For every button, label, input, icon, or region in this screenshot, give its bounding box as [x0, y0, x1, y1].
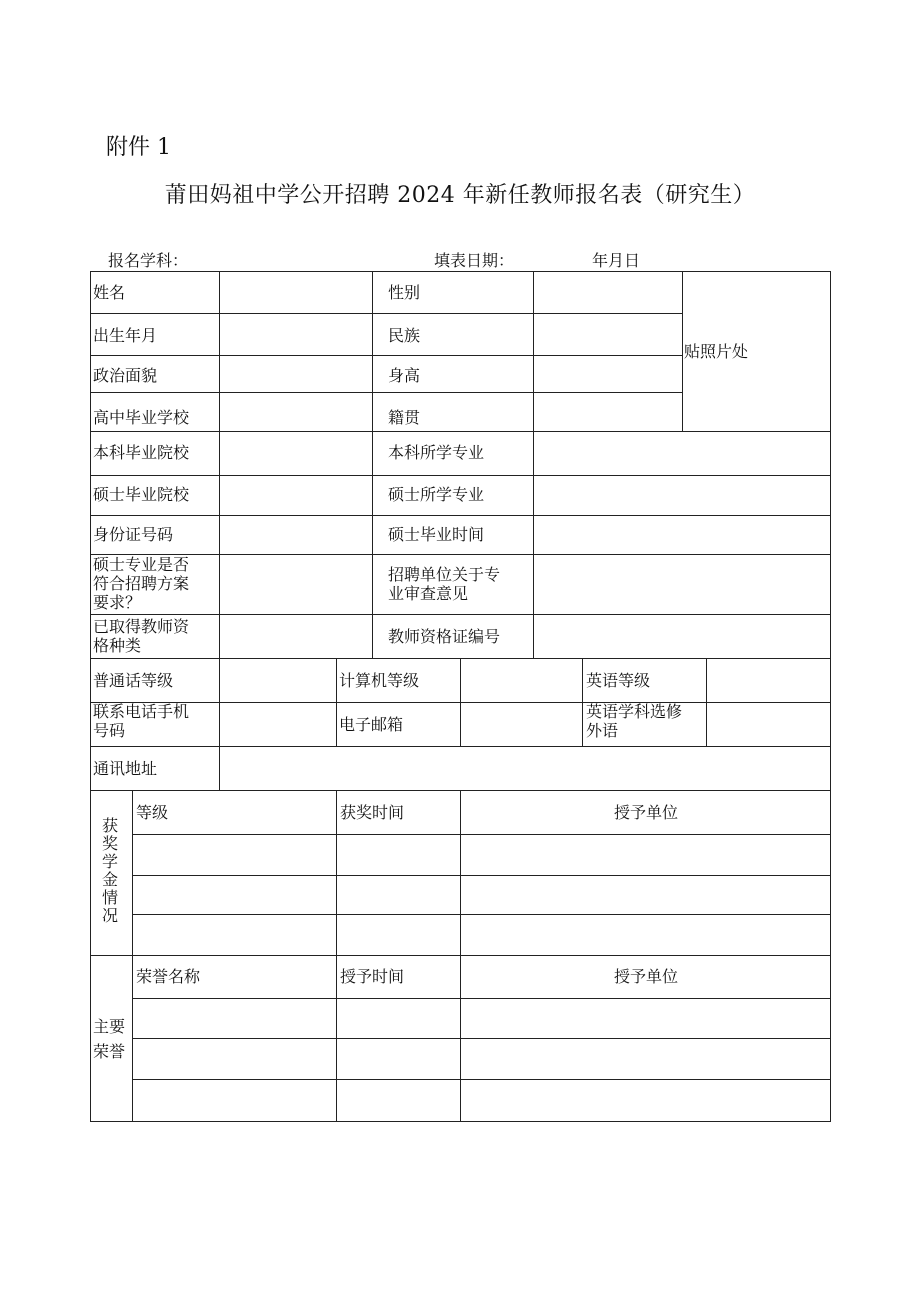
form-title: 莆田妈祖中学公开招聘 2024 年新任教师报名表（研究生） — [164, 183, 756, 208]
honors-section-label-line1: 主要 — [93, 1017, 126, 1036]
height-label: 身高 — [388, 366, 421, 385]
english-elective-label-line2: 外语 — [586, 721, 619, 740]
english-elective-label-line1: 英语学科选修 — [586, 702, 683, 721]
row-rule — [90, 355, 683, 356]
row-rule — [90, 614, 831, 615]
awards-unit-header: 授予单位 — [613, 803, 678, 822]
cert-type-label-line1: 已取得教师资 — [93, 617, 190, 636]
phone-label-line2: 号码 — [93, 721, 126, 740]
high-school-label: 高中毕业学校 — [93, 408, 190, 427]
col-rule — [460, 790, 461, 1122]
master-major-label: 硕士所学专业 — [388, 485, 485, 504]
row-rule — [90, 554, 831, 555]
cert-type-label-line2: 格种类 — [93, 636, 142, 655]
row-rule — [132, 914, 831, 915]
email-label: 电子邮箱 — [339, 715, 404, 734]
political-status-label: 政治面貌 — [93, 366, 158, 385]
phone-label-line1: 联系电话手机 — [93, 702, 190, 721]
col-rule — [582, 658, 583, 746]
row-rule — [132, 875, 831, 876]
border-left — [90, 271, 91, 1122]
bachelor-major-label: 本科所学专业 — [388, 443, 485, 462]
registration-form-table — [90, 271, 831, 1122]
native-place-label: 籍贯 — [388, 408, 421, 427]
row-rule — [90, 392, 683, 393]
row-rule — [90, 746, 831, 747]
col-rule — [219, 271, 220, 658]
date-value: 年月日 — [592, 251, 641, 270]
awards-level-header: 等级 — [136, 803, 169, 822]
row-rule — [90, 515, 831, 516]
date-label: 填表日期： — [434, 251, 515, 270]
honors-section-label-line2: 荣誉 — [93, 1042, 126, 1061]
master-grad-time-label: 硕士毕业时间 — [388, 525, 485, 544]
address-label: 通讯地址 — [93, 759, 158, 778]
row-rule — [132, 1079, 831, 1080]
mandarin-level-label: 普通话等级 — [93, 671, 174, 690]
row-rule — [132, 998, 831, 999]
ethnicity-label: 民族 — [388, 326, 421, 345]
border-top — [90, 271, 831, 272]
master-fit-label-line2: 符合招聘方案 — [93, 574, 190, 593]
honors-name-header: 荣誉名称 — [136, 967, 201, 986]
subject-label: 报名学科： — [108, 251, 189, 270]
border-right — [830, 271, 831, 1122]
row-rule — [90, 475, 831, 476]
id-number-label: 身份证号码 — [93, 525, 174, 544]
col-rule — [336, 790, 337, 1122]
awards-time-header: 获奖时间 — [340, 803, 405, 822]
name-label: 姓名 — [93, 283, 126, 302]
col-rule — [460, 658, 461, 746]
attachment-number: 附件 1 — [106, 135, 171, 160]
col-rule — [132, 790, 133, 1122]
col-rule — [533, 271, 534, 658]
col-rule — [682, 271, 683, 431]
gender-label: 性别 — [388, 283, 421, 302]
row-rule — [132, 1038, 831, 1039]
awards-section-label: 获奖学金情况 — [101, 816, 118, 925]
row-rule — [90, 313, 683, 314]
master-fit-label-line1: 硕士专业是否 — [93, 555, 190, 574]
col-rule — [372, 271, 373, 658]
col-rule — [219, 658, 220, 790]
birth-label: 出生年月 — [93, 326, 158, 345]
honors-unit-header: 授予单位 — [613, 967, 678, 986]
master-fit-label-line3: 要求？ — [93, 593, 142, 612]
bachelor-school-label: 本科毕业院校 — [93, 443, 190, 462]
review-opinion-label-line1: 招聘单位关于专 — [388, 565, 501, 584]
col-rule — [336, 658, 337, 746]
english-level-label: 英语等级 — [586, 671, 651, 690]
row-rule — [90, 431, 831, 432]
master-school-label: 硕士毕业院校 — [93, 485, 190, 504]
col-rule — [706, 658, 707, 746]
computer-level-label: 计算机等级 — [339, 671, 420, 690]
photo-placeholder: 贴照片处 — [684, 342, 749, 361]
cert-number-label: 教师资格证编号 — [388, 627, 501, 646]
honors-time-header: 授予时间 — [340, 967, 405, 986]
row-rule — [132, 834, 831, 835]
review-opinion-label-line2: 业审查意见 — [388, 584, 469, 603]
